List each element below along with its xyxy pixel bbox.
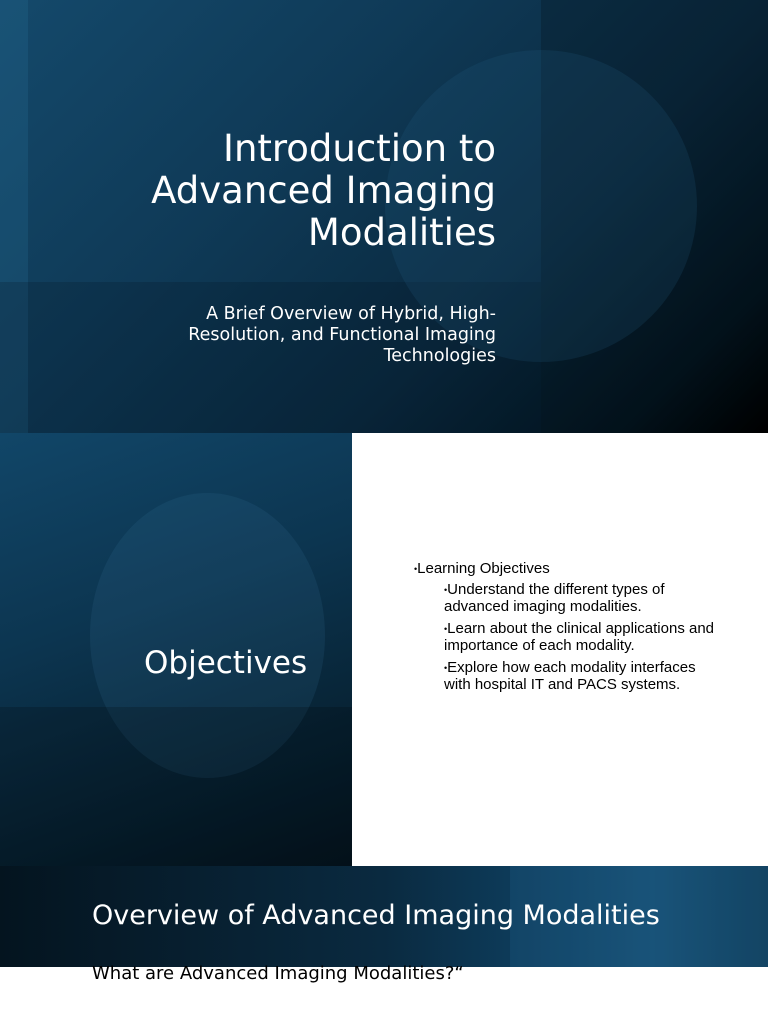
objectives-slide	[0, 433, 768, 866]
body-text: What are Advanced Imaging Modalities?“	[92, 963, 464, 984]
slide-subtitle-line: Technologies	[383, 346, 496, 366]
bullet-list	[414, 560, 714, 698]
bullet-icon: •	[444, 585, 448, 595]
slide-title-line: Introduction to	[223, 127, 496, 170]
bullet-text: Understand the different types of advanced imaging modalities.	[444, 581, 665, 615]
slide-title	[76, 128, 496, 254]
list-item	[444, 659, 714, 693]
bullet-icon: •	[444, 624, 448, 634]
title-slide	[0, 0, 768, 433]
slide-title-line: Modalities	[307, 211, 496, 254]
list-item	[414, 560, 714, 577]
bullet-text: Explore how each modality interfaces with hospital IT and PACS systems.	[444, 659, 696, 693]
bullet-icon: •	[414, 564, 418, 574]
overview-slide	[0, 866, 768, 1024]
bullet-icon: •	[444, 663, 448, 673]
objectives-heading: Objectives	[144, 645, 308, 681]
list-item	[444, 620, 714, 654]
slide-subtitle	[76, 304, 496, 367]
background-band	[0, 707, 352, 866]
slide-subtitle-line: A Brief Overview of Hybrid, High-	[206, 304, 496, 324]
bullet-text: Learning Objectives	[417, 560, 550, 577]
slide-subtitle-line: Resolution, and Functional Imaging	[188, 325, 496, 345]
slide-title: Overview of Advanced Imaging Modalities	[92, 900, 660, 931]
bullet-text: Learn about the clinical applications and importance of each modality.	[444, 620, 715, 654]
list-item	[444, 581, 714, 615]
slide-title-line: Advanced Imaging	[151, 169, 496, 212]
